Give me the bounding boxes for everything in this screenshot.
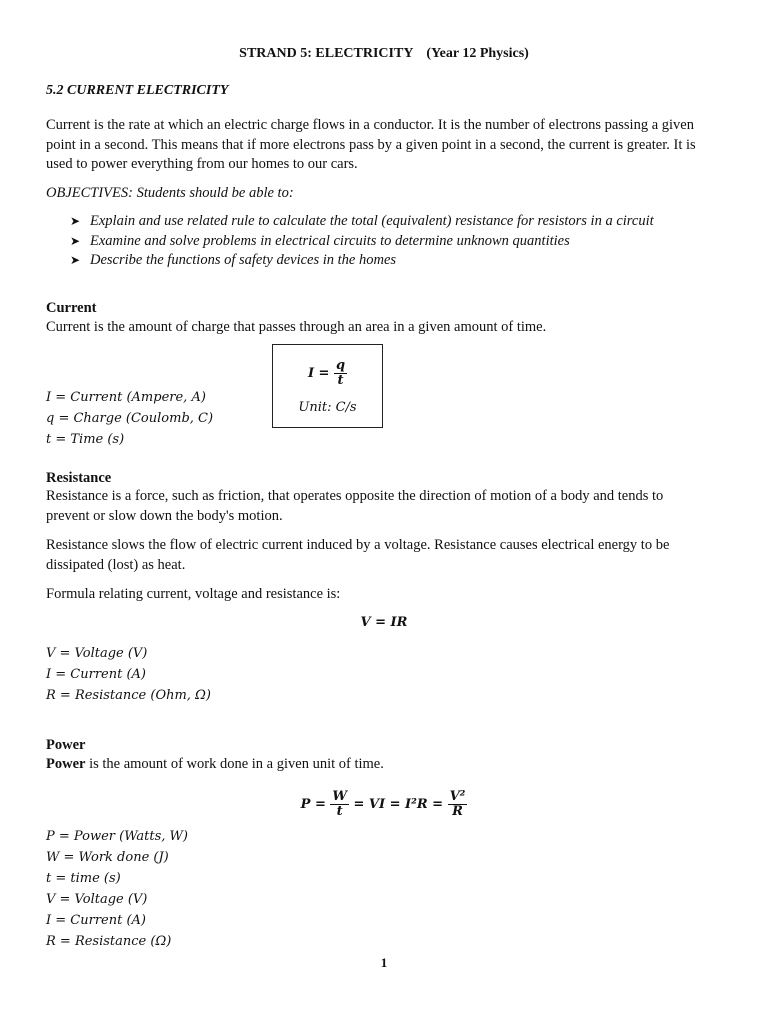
variable-line: I = Current (A)	[46, 667, 146, 682]
fraction-numerator: V²	[449, 789, 466, 804]
paragraph-line: Resistance slows the flow of electric current induced by a voltage. Resistance causes electrical energy to be	[46, 537, 670, 553]
intro-line: Current is the rate at which an electric charge flows in a conductor. It is the number of electrons passing a given	[46, 117, 694, 133]
arrow-bullet-icon: ➤	[70, 214, 81, 228]
formula-lhs: I =	[307, 366, 330, 381]
objective-text: Explain and use related rule to calculate the total (equivalent) resistance for resistors in a circuit	[90, 213, 654, 229]
intro-paragraph	[46, 116, 726, 175]
power-formula	[0, 790, 768, 819]
variable-line: q = Charge (Coulomb, C)	[46, 411, 214, 426]
variable-line: R = Resistance (Ω)	[46, 934, 172, 949]
power-heading: Power	[46, 737, 86, 753]
objective-text: Examine and solve problems in electrical circuits to determine unknown quantities	[90, 232, 570, 249]
current-unit: Unit: C/s	[298, 400, 357, 415]
fraction-numerator: W	[332, 789, 347, 804]
objectives-heading: OBJECTIVES: Students should be able to:	[46, 185, 294, 201]
resistance-heading: Resistance	[46, 470, 112, 486]
paragraph-line: Resistance is a force, such as friction, that operates opposite the direction of motion of a body and tends to	[46, 488, 664, 504]
title-subtitle: (Year 12 Physics)	[426, 46, 529, 61]
fraction-numerator: q	[335, 358, 346, 373]
current-formula	[273, 359, 382, 388]
arrow-bullet-icon: ➤	[70, 253, 81, 267]
title-main: STRAND 5: ELECTRICITY	[239, 46, 413, 61]
current-variables	[46, 387, 213, 450]
power-text-bold: Power	[46, 756, 86, 772]
resistance-paragraph-2	[46, 536, 726, 575]
resistance-variables	[46, 643, 211, 706]
objective-text: Describe the functions of safety devices in the homes	[90, 252, 397, 268]
variable-line: I = Current (A)	[46, 913, 146, 928]
power-text	[46, 755, 726, 775]
page-number: 1	[380, 955, 388, 970]
formula-p: P =	[300, 797, 326, 812]
current-heading: Current	[46, 300, 97, 316]
power-variables	[46, 826, 188, 952]
intro-line: used to power everything from our homes to our cars.	[46, 156, 358, 172]
resistance-paragraph-1	[46, 487, 726, 526]
intro-line: point in a second. This means that if more electrons pass by a given point in a second, the current is greater. It is	[46, 136, 696, 153]
variable-line: I = Current (Ampere, A)	[46, 390, 206, 405]
variable-line: W = Work done (J)	[46, 850, 169, 865]
fraction-denominator: t	[337, 373, 344, 388]
arrow-bullet-icon: ➤	[70, 233, 81, 248]
list-item	[70, 212, 654, 232]
resistance-formula-intro: Formula relating current, voltage and resistance is:	[46, 586, 341, 602]
variable-line: t = Time (s)	[46, 432, 125, 447]
formula-middle: = VI = I²R =	[353, 797, 444, 812]
variable-line: V = Voltage (V)	[46, 892, 148, 907]
variable-line: t = time (s)	[46, 871, 121, 886]
paragraph-line: prevent or slow down the body's motion.	[46, 507, 283, 524]
ohms-law-formula: V = IR	[360, 615, 408, 630]
paragraph-line: dissipated (lost) as heat.	[46, 556, 186, 573]
variable-line: V = Voltage (V)	[46, 646, 148, 661]
fraction-denominator: R	[452, 804, 463, 819]
page-title	[0, 46, 768, 62]
power-text-rest: is the amount of work done in a given unit of time.	[85, 756, 384, 772]
variable-line: P = Power (Watts, W)	[46, 829, 188, 844]
section-title: 5.2 CURRENT ELECTRICITY	[46, 83, 229, 98]
fraction-denominator: t	[336, 804, 343, 819]
variable-line: R = Resistance (Ohm, Ω)	[46, 688, 211, 703]
current-text: Current is the amount of charge that passes through an area in a given amount of time.	[46, 319, 547, 335]
formula-fraction	[448, 790, 468, 819]
formula-fraction	[330, 790, 349, 819]
list-item	[70, 232, 654, 252]
list-item	[70, 251, 654, 271]
formula-fraction	[334, 359, 347, 388]
objectives-list	[70, 212, 654, 271]
current-formula-box	[272, 344, 383, 428]
